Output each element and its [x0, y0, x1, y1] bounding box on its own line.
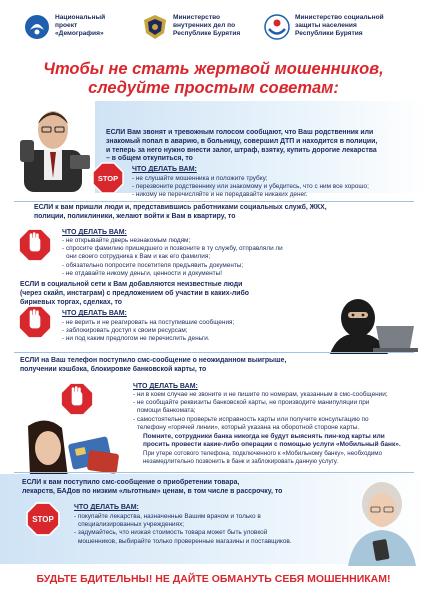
divider: [14, 472, 414, 473]
list-item: телефону «горячей линии», который указана на оборотной стороне карты.: [137, 423, 360, 431]
section4-lead: [20, 357, 410, 375]
section1-lead-line: и теперь за него нужно внести залог, штраф, взятку, купить дорогие лекарства: [106, 146, 377, 154]
org2-line2: внутренних дел по: [173, 22, 236, 29]
section4-what-heading: ЧТО ДЕЛАТЬ ВАМ:: [133, 383, 198, 390]
list-item: - перезвоните родственнику или знакомому и убедитесь, что с ним все хорошо;: [132, 183, 369, 191]
section2-what-heading: ЧТО ДЕЛАТЬ ВАМ:: [62, 229, 127, 236]
elderly-woman-illustration: [340, 478, 424, 566]
page-title: [0, 60, 427, 98]
section1-lead-line: ЕСЛИ Вам звонят и тревожным голосом сообщают, что Ваш родственник или: [106, 129, 374, 136]
section2-list: [62, 237, 392, 278]
section1-what-heading: ЧТО ДЕЛАТЬ ВАМ:: [132, 166, 197, 173]
list-item: специализированных учреждениях;: [78, 521, 185, 529]
section4-extra-line: При утере сотового телефона, подключенного к «Мобильному банку», необходимо: [143, 450, 383, 457]
divider: [14, 352, 414, 353]
divider: [14, 201, 414, 202]
org1-line1: Национальный: [55, 14, 106, 21]
section3-lead: [20, 281, 320, 307]
list-item: они своего сотрудника к Вам и как его фамилия;: [66, 253, 211, 261]
footer-slogan: БУДЬТЕ БДИТЕЛЬНЫ! НЕ ДАЙТЕ ОБМАНУТЬ СЕБЯ МОШЕННИКАМ!: [36, 573, 391, 585]
list-item: помощи банкомата;: [137, 407, 196, 415]
org2-line3: Республике Бурятия: [173, 30, 241, 37]
list-item: - ни в коем случае не звоните и не пишите по номерам, указанным в смс-сообщении;: [133, 391, 388, 398]
section4-note: [143, 433, 425, 449]
section4-lead-line: получении кэшбэка, блокировке банковской карты, то: [20, 365, 207, 373]
list-item: - самостоятельно проверьте исправность карты или получите консультацию по: [133, 415, 369, 423]
list-item: - не сообщайте реквизиты банковской карты, не производите манипуляции при: [133, 399, 370, 407]
stop-hand-sign-icon: [60, 382, 94, 416]
list-item: - задумайтесь, что низкая стоимость товара может быть уловкой: [74, 529, 268, 537]
section5-lead: [22, 479, 322, 497]
org3-line3: Республики Бурятия: [295, 30, 363, 37]
header: [0, 0, 427, 58]
list-item: - ни под каким предлогом не перечислить деньги.: [62, 335, 210, 343]
section3-lead-line: (через скайп, инстаграм) с предложением об участии в каких-либо: [20, 289, 249, 297]
section5-lead-line: ЕСЛИ к вам поступило смс-сообщение о приобретении товара,: [22, 479, 240, 486]
stop-hand-sign-icon: [18, 305, 52, 339]
section3-list: [62, 319, 312, 344]
section4-extra: [143, 450, 425, 466]
section4-extra-line: незамедлительно позвонить в банк и заблокировать данную услугу.: [143, 458, 339, 466]
section4-note-line: просить провести какие-либо операции с помощью услуги «Мобильный банк».: [143, 441, 401, 449]
list-item: - не отдавайте никому деньги, ценности и документы!: [62, 269, 222, 277]
org-demography: [24, 14, 105, 40]
section1-lead-line: – в общем откупиться, то: [106, 155, 193, 163]
org3-line1: Министерство социальной: [295, 14, 384, 21]
section5-list: [74, 513, 339, 546]
org2-line1: Министерство: [173, 14, 221, 21]
title-line1: Чтобы не стать жертвой мошенников,: [43, 60, 384, 78]
list-item: - обязательно попросите посетителя предъявить документы;: [62, 261, 244, 269]
section3-lead-line: биржевых торгах, сделках, то: [20, 298, 123, 306]
list-item: мошенников, выбирайте только проверенные магазины и поставщиков.: [78, 537, 292, 545]
section3-lead-line: ЕСЛИ в социальной сети к Вам добавляются неизвестные люди: [20, 281, 243, 288]
demography-logo-icon: [24, 14, 50, 40]
section5-lead-line: лекарств, БАДов по низким «льготным» ценам, в том числе в рассрочку, то: [22, 487, 283, 495]
list-item: - спросите фамилию пришедшего и позвоните в ту службу, отправляли ли: [62, 245, 283, 253]
section3-what-heading: ЧТО ДЕЛАТЬ ВАМ:: [62, 310, 127, 317]
org-mvd: [142, 14, 240, 40]
list-item: - заблокировать доступ к своим ресурсам;: [62, 327, 188, 335]
org3-line2: защиты населения: [295, 22, 357, 29]
list-item: - не слушайте мошенника и положите трубку;: [132, 175, 268, 182]
section2-lead-line: полиции, поликлиники, желают войти к Вам в квартиру, то: [34, 212, 236, 220]
section2-lead-line: ЕСЛИ к вам пришли люди и, представившись работниками социальных служб, ЖКХ,: [34, 204, 327, 211]
section2-lead: [34, 204, 414, 222]
title-line2: следуйте простым советам:: [88, 79, 339, 97]
hacker-laptop-illustration: [318, 296, 418, 354]
section1-lead-line: знакомый попал в аварию, в больницу, совершил ДТП и находится в полиции,: [106, 137, 378, 145]
org-social: [264, 14, 384, 40]
list-item: - не открывайте дверь незнакомым людям;: [62, 237, 191, 244]
list-item: - покупайте лекарства, назначенные Вашим врачом и только в: [74, 513, 261, 520]
man-with-phone-illustration: [10, 100, 94, 192]
stop-label: STOP: [32, 515, 54, 525]
list-item: - не верить и не реагировать на поступившие сообщения;: [62, 319, 235, 326]
section4-lead-line: ЕСЛИ на Ваш телефон поступило смс-сообщение о неожиданном выигрыше,: [20, 357, 287, 364]
social-protection-logo-icon: [264, 14, 290, 40]
stop-label: STOP: [97, 174, 119, 183]
section4-note-line: Помните, сотрудники банка никогда не будут выяснять пин-код карты или: [143, 433, 385, 440]
section1-list: [132, 175, 422, 200]
stop-hand-sign-icon: [18, 228, 52, 262]
org1-line2: проект: [55, 22, 78, 29]
org1-line3: «Демография»: [55, 30, 104, 37]
list-item: - никому не перечисляйте и не передавайте никаких денег.: [132, 191, 308, 199]
section5-what-heading: ЧТО ДЕЛАТЬ ВАМ:: [74, 504, 139, 511]
section1-lead: [106, 129, 421, 164]
police-emblem-icon: [142, 14, 168, 40]
stop-sign-icon: [26, 502, 60, 536]
stop-sign-icon: [92, 162, 124, 194]
section4-list: [133, 391, 423, 432]
